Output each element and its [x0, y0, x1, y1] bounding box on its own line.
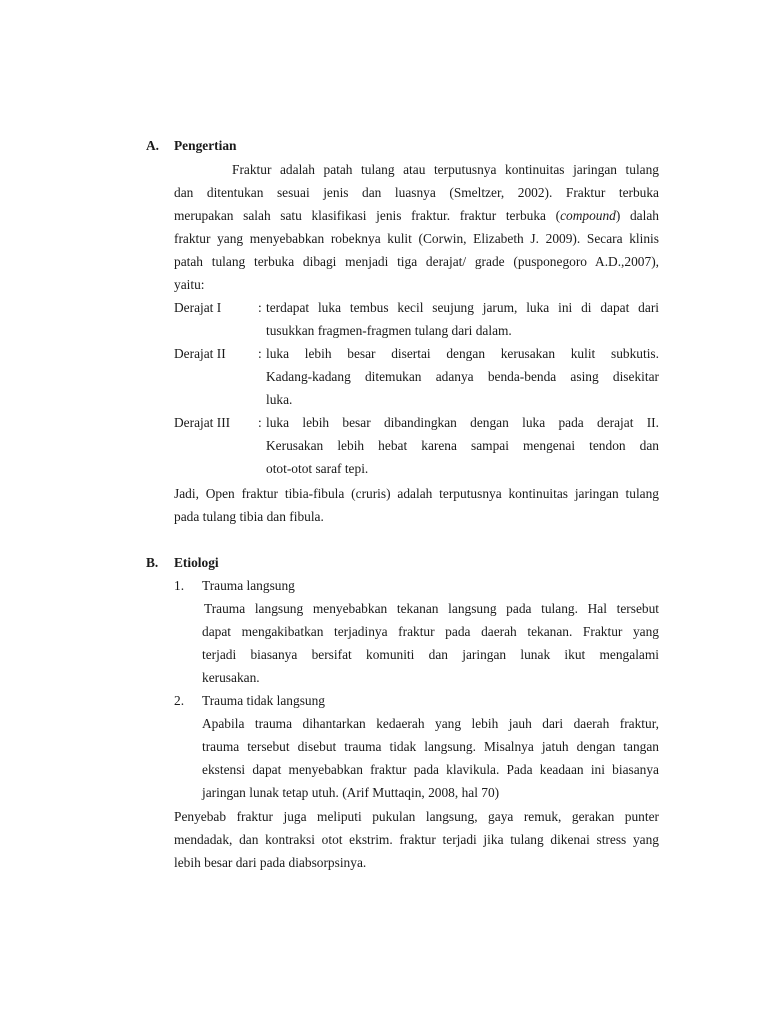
- closing-line: lebih besar dari pada diabsorpsinya.: [174, 855, 367, 870]
- section-a-title: Pengertian: [174, 138, 237, 153]
- closing-line: mendadak, dan kontraksi otot ekstrim. fraktur terjadi jika tulang dikenai stress yang: [174, 832, 659, 847]
- paragraph-line: yaitu:: [174, 277, 205, 292]
- section-a-letter: A.: [146, 138, 160, 153]
- italic-term: compound: [560, 208, 616, 223]
- grade-desc-line: luka.: [266, 392, 293, 407]
- section-b-title: Etiologi: [174, 555, 219, 570]
- list-item-title: Trauma tidak langsung: [202, 693, 325, 708]
- grade-term: Derajat I: [174, 300, 222, 315]
- list-item-line: Trauma langsung menyebabkan tekanan langsung pada tulang. Hal tersebut: [204, 601, 659, 616]
- grade-desc-line: terdapat luka tembus kecil seujung jarum, luka ini di dapat dari: [266, 300, 659, 315]
- section-b-heading: [146, 555, 219, 571]
- grade-colon: :: [258, 346, 262, 361]
- grade-term: Derajat III: [174, 415, 231, 430]
- grade-term: Derajat II: [174, 346, 226, 361]
- grade-desc-line: tusukkan fragmen-fragmen tulang dari dalam.: [266, 323, 512, 338]
- paragraph-line: patah tulang terbuka dibagi menjadi tiga derajat/ grade (pusponegoro A.D.,2007),: [174, 254, 659, 269]
- conclusion-line: pada tulang tibia dan fibula.: [174, 509, 324, 524]
- list-item-line: dapat mengakibatkan terjadinya fraktur pada daerah tekanan. Fraktur yang: [202, 624, 659, 639]
- list-item-line: trauma tersebut disebut trauma tidak langsung. Misalnya jatuh dengan tangan: [202, 739, 659, 754]
- list-number: 2.: [174, 693, 185, 708]
- grade-colon: :: [258, 300, 262, 315]
- conclusion-line: Jadi, Open fraktur tibia-fibula (cruris) adalah terputusnya kontinuitas jaringan tulang: [174, 486, 659, 501]
- list-item-line: jaringan lunak tetap utuh. (Arif Muttaqin, 2008, hal 70): [202, 785, 500, 800]
- list-item-line: terjadi biasanya bersifat komuniti dan jaringan lunak ikut mengalami: [202, 647, 659, 662]
- closing-line: Penyebab fraktur juga meliputi pukulan langsung, gaya remuk, gerakan punter: [174, 809, 659, 824]
- list-item-line: ekstensi dapat menyebabkan fraktur pada klavikula. Pada keadaan ini biasanya: [202, 762, 659, 777]
- grade-desc-line: Kadang-kadang ditemukan adanya benda-benda asing disekitar: [266, 369, 659, 384]
- section-b-letter: B.: [146, 555, 159, 570]
- paragraph-line: Fraktur adalah patah tulang atau terputusnya kontinuitas jaringan tulang: [232, 162, 659, 177]
- list-item-line: Apabila trauma dihantarkan kedaerah yang lebih jauh dari daerah fraktur,: [202, 716, 659, 731]
- paragraph-line: dan ditentukan sesuai jenis dan luasnya (Smeltzer, 2002). Fraktur terbuka: [174, 185, 659, 200]
- list-item-line: kerusakan.: [202, 670, 260, 685]
- list-number: 1.: [174, 578, 185, 593]
- grade-colon: :: [258, 415, 262, 430]
- grade-desc-line: luka lebih besar disertai dengan kerusakan kulit subkutis.: [266, 346, 659, 361]
- section-a-heading: [146, 138, 236, 154]
- grade-desc-line: otot-otot saraf tepi.: [266, 461, 369, 476]
- paragraph-line: fraktur yang menyebabkan robeknya kulit (Corwin, Elizabeth J. 2009). Secara klinis: [174, 231, 659, 246]
- grade-desc-line: Kerusakan lebih hebat karena sampai mengenai tendon dan: [266, 438, 659, 453]
- list-item-title: Trauma langsung: [202, 578, 295, 593]
- grade-desc-line: luka lebih besar dibandingkan dengan luka pada derajat II.: [266, 415, 659, 430]
- paragraph-line: merupakan salah satu klasifikasi jenis fraktur. fraktur terbuka (compound) dalah: [174, 208, 659, 223]
